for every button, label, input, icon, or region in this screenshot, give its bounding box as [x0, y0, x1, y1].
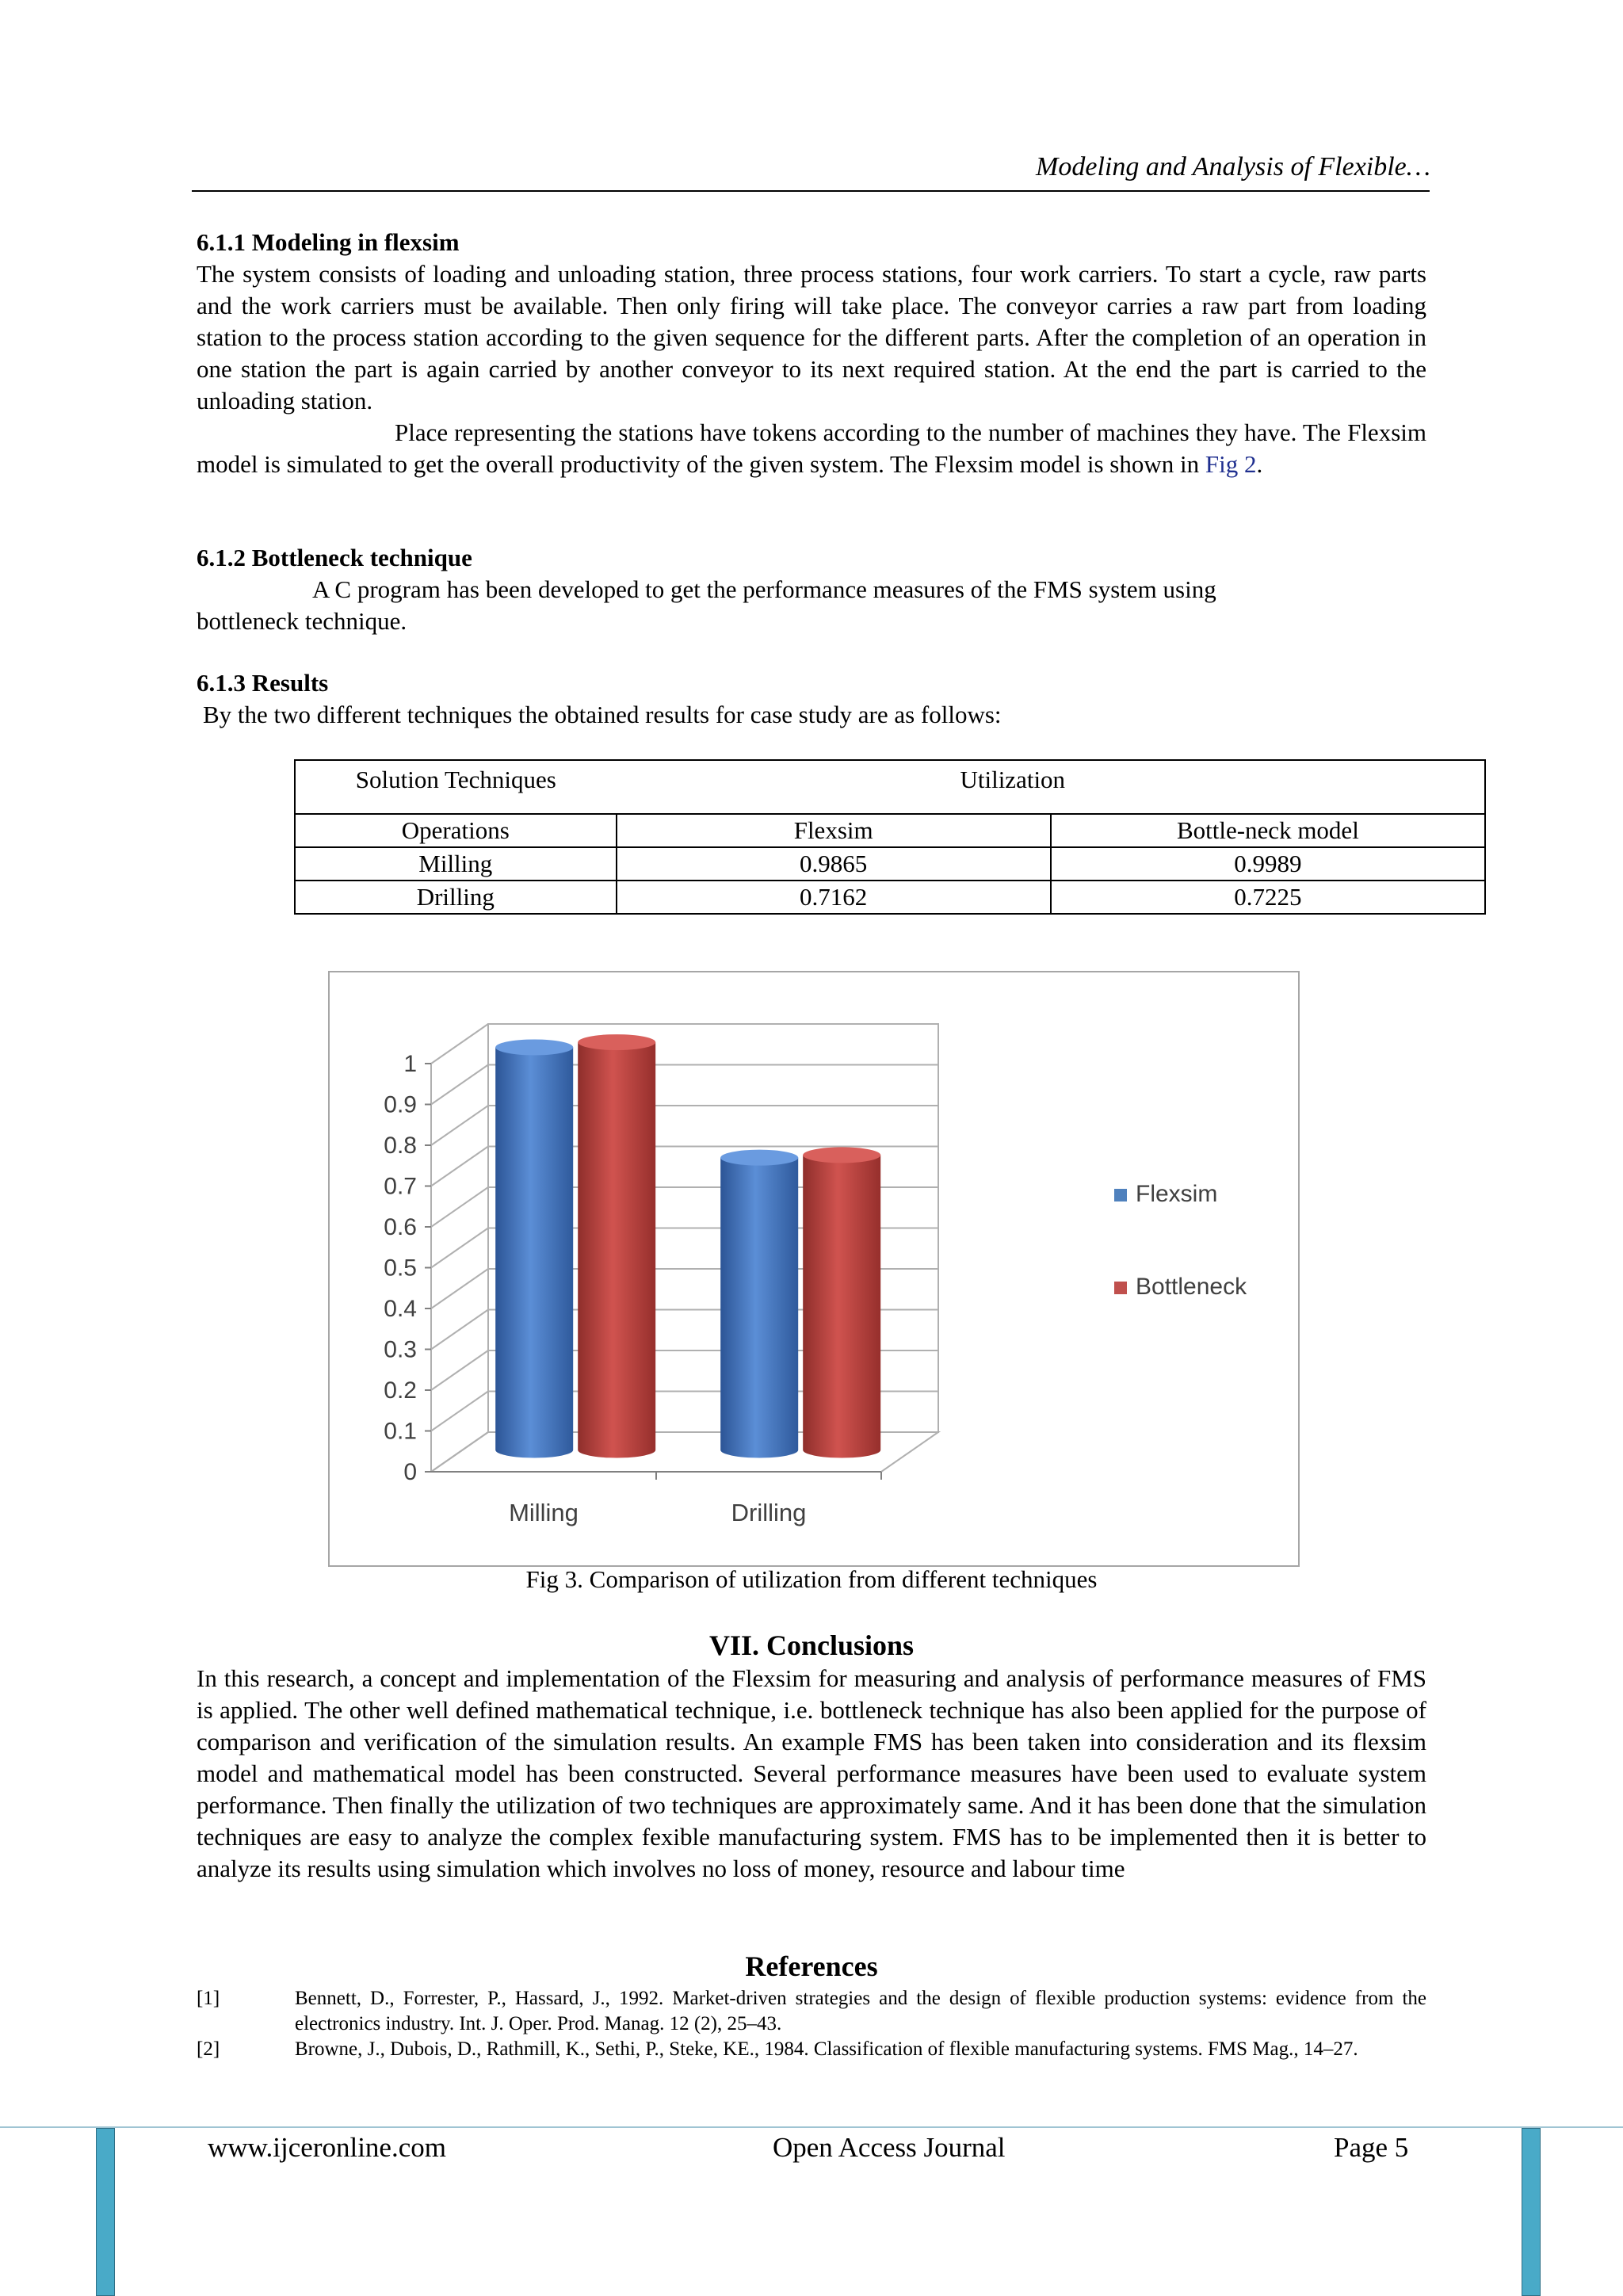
header-utilization	[617, 760, 1485, 814]
gridline-diagonal	[431, 1024, 488, 1064]
table-cell: 0.7162	[617, 881, 1051, 914]
x-tick-label: Milling	[509, 1499, 579, 1526]
bar-bottleneck-drilling	[803, 1147, 880, 1457]
y-tick-label: 0.2	[384, 1377, 417, 1404]
results-table	[294, 759, 1486, 915]
table-cell: Milling	[295, 847, 617, 881]
gridline-diagonal	[431, 1269, 488, 1308]
paragraph-results: By the two different techniques the obtained results for case study are as follows:	[203, 701, 1002, 728]
gridline-diagonal	[431, 1147, 488, 1186]
reference-text: Bennett, D., Forrester, P., Hassard, J., 1992. Market-driven strategies and the design of flexible production systems: evidence from the electronics industry. Int. J. Oper. Prod. Manag. 12 (2), 25–43.	[295, 1988, 1426, 2034]
y-tick-label: 0.6	[384, 1214, 417, 1240]
chart-svg	[330, 972, 1298, 1565]
bar-body	[803, 1155, 880, 1457]
utilization-chart	[328, 971, 1300, 1567]
x-tick-label: Drilling	[731, 1499, 807, 1526]
header-solution-techniques: Solution Techniques	[295, 760, 617, 814]
bar-body	[495, 1047, 573, 1457]
footer-website-link[interactable]: www.ijceronline.com	[208, 2132, 446, 2163]
table-row	[295, 847, 1485, 881]
legend-label-bottleneck: Bottleneck	[1136, 1274, 1247, 1300]
legend-swatch-flexsim	[1114, 1189, 1127, 1201]
table-row	[295, 881, 1485, 914]
running-title: Modeling and Analysis of Flexible…	[1036, 152, 1430, 181]
y-tick-label: 0	[403, 1459, 417, 1485]
table-cell: 0.7225	[1051, 881, 1485, 914]
bar-body	[720, 1158, 798, 1458]
gridline-diagonal	[431, 1392, 488, 1431]
header-utilization-text: Utilization	[960, 766, 1066, 793]
bar-top	[803, 1147, 880, 1163]
footer-right-bar	[1522, 2128, 1541, 2296]
paragraph-places-end: .	[1256, 450, 1263, 478]
table-cell: Drilling	[295, 881, 617, 914]
paragraph-bottleneck-cont: bottleneck technique.	[197, 607, 407, 635]
bar-top	[578, 1034, 655, 1050]
heading-6-1-2: 6.1.2 Bottleneck technique	[197, 544, 472, 571]
header-rule	[192, 190, 1430, 192]
conclusions-heading: VII. Conclusions	[708, 1629, 915, 1661]
footer-page-number: Page 5	[1334, 2132, 1409, 2163]
references-heading: References	[745, 1950, 878, 1982]
figure-caption: Fig 3. Comparison of utilization from different techniques	[525, 1565, 1098, 1593]
heading-6-1-1: 6.1.1 Modeling in flexsim	[197, 228, 460, 256]
legend-swatch-bottleneck	[1114, 1282, 1127, 1294]
y-tick-label: 0.4	[384, 1296, 417, 1322]
gridline-diagonal	[431, 1187, 488, 1227]
fig2-link[interactable]: Fig 2	[1205, 450, 1257, 478]
reference-number: [2]	[197, 2038, 220, 2060]
reference-text: Browne, J., Dubois, D., Rathmill, K., Sethi, P., Steke, KE., 1984. Classification of flexible manufacturing systems. FMS Mag., 14–27.	[295, 2038, 1358, 2060]
footer-rule	[0, 2126, 1623, 2128]
paragraph-bottleneck: A C program has been developed to get the performance measures of the FMS system using	[312, 575, 1216, 603]
reference-number: [1]	[197, 1988, 220, 2009]
y-tick-label: 0.3	[384, 1336, 417, 1363]
y-tick-label: 0.1	[384, 1418, 417, 1445]
y-tick-label: 0.9	[384, 1091, 417, 1118]
col-header-operations: Operations	[295, 814, 617, 847]
bar-flexsim-milling	[495, 1039, 573, 1457]
gridline-diagonal	[431, 1106, 488, 1145]
table-header-row	[295, 760, 1485, 814]
gridline-diagonal	[431, 1228, 488, 1268]
paragraph-places-text: Place representing the stations have tokens according to the number of machines they have. The Flexsim model is simulated to get the overall productivity of the given system. The Flexsim model is shown in	[197, 418, 1426, 478]
gridline-diagonal	[431, 1350, 488, 1390]
y-tick-label: 0.8	[384, 1133, 417, 1159]
gridline-diagonal	[431, 1310, 488, 1350]
table-col-header-row	[295, 814, 1485, 847]
legend-label-flexsim: Flexsim	[1136, 1181, 1218, 1207]
paragraph-places	[197, 417, 1426, 480]
table-cell: 0.9989	[1051, 847, 1485, 881]
bar-bottleneck-milling	[578, 1034, 655, 1457]
bar-top	[720, 1150, 798, 1166]
col-header-bottleneck: Bottle-neck model	[1051, 814, 1485, 847]
footer-journal-name: Open Access Journal	[773, 2132, 1006, 2163]
y-tick-label: 1	[403, 1051, 417, 1077]
table-cell: 0.9865	[617, 847, 1051, 881]
y-tick-label: 0.5	[384, 1255, 417, 1282]
footer-left-bar	[96, 2128, 115, 2296]
gridline-diagonal	[431, 1065, 488, 1105]
col-header-flexsim: Flexsim	[617, 814, 1051, 847]
paragraph-modeling: The system consists of loading and unloading station, three process stations, four work carriers. To start a cycle, raw parts and the work carriers must be available. Then only firing will take place. The conveyor carries a raw part from loading station to the process station according to the given sequence for the different parts. After the completion of an operation in one station the part is again carried by another conveyor to its next required station. At the end the part is carried to the unloading station.	[197, 260, 1426, 415]
y-tick-label: 0.7	[384, 1173, 417, 1200]
heading-6-1-3: 6.1.3 Results	[197, 669, 329, 697]
conclusions-text: In this research, a concept and implementation of the Flexsim for measuring and analysis of performance measures of FMS is applied. The other well defined mathematical technique, i.e. bottleneck technique has also been applied for the purpose of comparison and verification of the simulation results. An example FMS has been taken into consideration and its flexsim model and mathematical model has been constructed. Several performance measures have been used to evaluate system performance. Then finally the utilization of two techniques are approximately same. And it has been done that the simulation techniques are easy to analyze the complex fexible manufacturing system. FMS has to be implemented then it is better to analyze its results using simulation which involves no loss of money, resource and labour time	[197, 1664, 1426, 1882]
bar-body	[578, 1042, 655, 1457]
bar-flexsim-drilling	[720, 1150, 798, 1458]
bar-top	[495, 1039, 573, 1055]
